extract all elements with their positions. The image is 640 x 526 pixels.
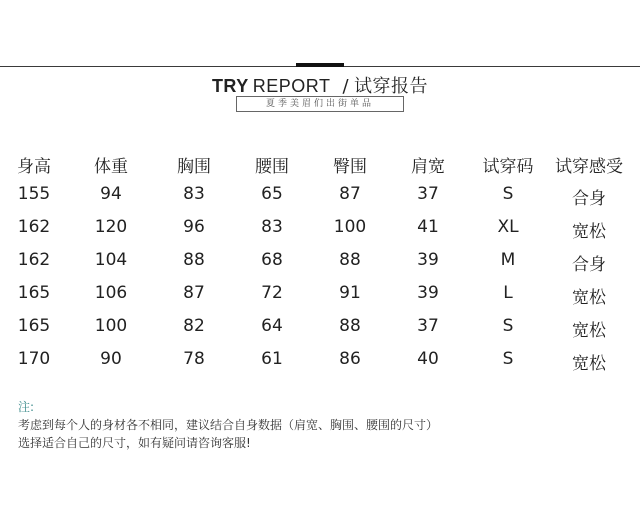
table-cell: 165 [17,283,51,303]
column-header: 胸围 [177,157,211,177]
size-notes [18,398,438,452]
table-cell: 100 [94,316,128,336]
table-cell: 100 [333,217,367,237]
table-row [0,250,640,283]
table-cell: 170 [17,349,51,369]
table-cell: 合身 [572,255,606,275]
table-cell: 39 [417,283,439,303]
table-cell: S [502,316,514,336]
notes-line-1: 考虑到每个人的身材各不相同，建议结合自身数据（肩宽、胸围、腰围的尺寸） [18,418,439,432]
size-table [0,146,640,382]
table-cell: 87 [183,283,205,303]
table-cell: 165 [17,316,51,336]
heading-report: REPORT [252,76,331,96]
heading-separator: / [342,76,350,97]
column-header: 试穿感受 [555,157,623,177]
column-header: 臀围 [333,157,367,177]
table-cell: 83 [261,217,283,237]
column-header: 腰围 [255,157,289,177]
report-heading [0,72,640,98]
table-cell: 宽松 [572,288,606,308]
table-cell: 106 [94,283,128,303]
table-cell: 83 [183,184,205,204]
table-header-row [0,146,640,184]
table-cell: 68 [261,250,283,270]
table-cell: L [503,283,513,303]
table-cell: 162 [17,250,51,270]
table-cell: S [502,349,514,369]
table-cell: 40 [417,349,439,369]
table-cell: 宽松 [572,354,606,374]
table-cell: 87 [339,184,361,204]
column-header: 肩宽 [411,157,445,177]
table-cell: 94 [100,184,122,204]
column-header: 身高 [17,157,51,177]
table-cell: XL [497,217,519,237]
notes-line-2: 选择适合自己的尺寸，如有疑问请咨询客服! [18,436,251,450]
table-cell: 61 [261,349,283,369]
table-cell: 104 [94,250,128,270]
table-cell: 91 [339,283,361,303]
column-header: 试穿码 [482,157,534,177]
table-cell: 155 [17,184,51,204]
table-cell: 宽松 [572,222,606,242]
table-cell: 41 [417,217,439,237]
table-row [0,184,640,217]
table-row [0,316,640,349]
column-header: 体重 [94,157,128,177]
table-cell: 90 [100,349,122,369]
heading-try: TRY [211,76,249,96]
notes-label: 注: [18,400,35,414]
table-cell: 宽松 [572,321,606,341]
table-cell: 162 [17,217,51,237]
table-cell: 88 [339,316,361,336]
table-cell: 88 [183,250,205,270]
table-cell: M [500,250,516,270]
table-cell: 65 [261,184,283,204]
table-cell: 37 [417,184,439,204]
heading-title-cn: 试穿报告 [354,76,429,97]
top-accent-bar [296,63,344,67]
table-cell: 86 [339,349,361,369]
table-cell: 37 [417,316,439,336]
table-row [0,349,640,382]
table-cell: 96 [183,217,205,237]
table-row [0,217,640,250]
table-cell: 64 [261,316,283,336]
table-cell: S [502,184,514,204]
subtitle-box: 夏季美眉们出街单品 [236,96,404,112]
table-cell: 合身 [572,189,606,209]
table-cell: 39 [417,250,439,270]
table-cell: 82 [183,316,205,336]
table-cell: 120 [94,217,128,237]
table-cell: 78 [183,349,205,369]
table-cell: 72 [261,283,283,303]
table-row [0,283,640,316]
table-cell: 88 [339,250,361,270]
